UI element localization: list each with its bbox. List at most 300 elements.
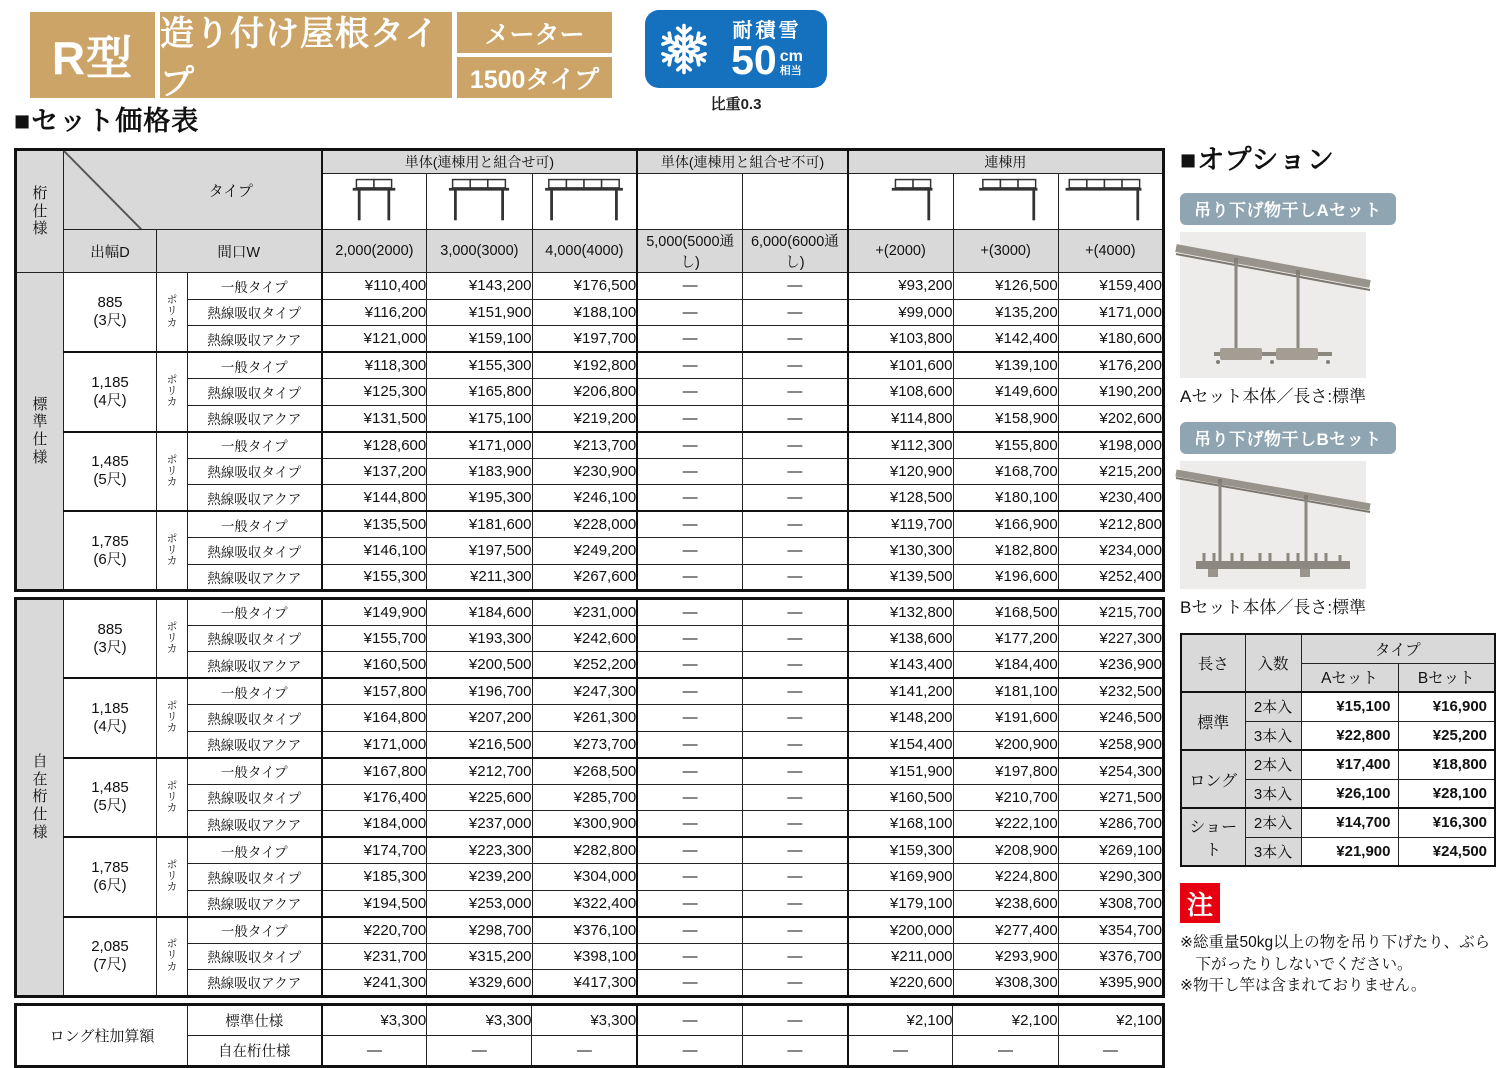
vertical-label: ポ リ カ bbox=[166, 938, 178, 973]
table-row bbox=[16, 564, 1164, 591]
price-cell: ¥151,900 bbox=[848, 758, 953, 785]
price-cell: ¥93,200 bbox=[848, 273, 953, 300]
price-cell: ¥200,500 bbox=[427, 652, 532, 679]
price-cell: ¥254,300 bbox=[1058, 758, 1163, 785]
b-set-price-cell: ¥16,900 bbox=[1398, 692, 1495, 721]
price-cell: ¥206,800 bbox=[532, 379, 637, 406]
empty-price-cell: — bbox=[637, 458, 742, 485]
diagram-cell-empty bbox=[637, 174, 742, 230]
set-type-header: Bセット bbox=[1398, 663, 1495, 692]
empty-price-cell: — bbox=[637, 432, 742, 459]
table-row bbox=[1181, 750, 1495, 779]
price-cell: ¥135,200 bbox=[953, 299, 1058, 326]
empty-price-cell: — bbox=[743, 917, 848, 944]
empty-price-cell: — bbox=[637, 784, 742, 811]
table-row bbox=[16, 758, 1164, 785]
price-cell: ¥215,700 bbox=[1058, 599, 1163, 626]
price-cell: ¥208,900 bbox=[953, 837, 1058, 864]
a-set-price-cell: ¥22,800 bbox=[1301, 721, 1398, 750]
price-cell: ¥151,900 bbox=[427, 299, 532, 326]
price-cell: ¥144,800 bbox=[322, 485, 427, 512]
price-cell: ¥128,600 bbox=[322, 432, 427, 459]
empty-price-cell: — bbox=[743, 458, 848, 485]
table-row bbox=[16, 511, 1164, 538]
qty-cell: 3本入 bbox=[1245, 779, 1301, 808]
price-cell: ¥298,700 bbox=[427, 917, 532, 944]
empty-price-cell: — bbox=[743, 299, 848, 326]
b-set-price-cell: ¥16,300 bbox=[1398, 808, 1495, 837]
table-row bbox=[16, 811, 1164, 838]
empty-price-cell: — bbox=[637, 1035, 742, 1066]
panel-type-cell: 熱線吸収タイプ bbox=[188, 299, 322, 326]
column-group-header: 単体(連棟用と組合せ不可) bbox=[637, 150, 848, 174]
empty-price-cell: — bbox=[743, 599, 848, 626]
price-cell: ¥143,400 bbox=[848, 652, 953, 679]
price-cell: ¥238,600 bbox=[953, 890, 1058, 917]
price-cell: ¥308,300 bbox=[953, 970, 1058, 997]
empty-price-cell: — bbox=[743, 625, 848, 652]
price-cell: ¥210,700 bbox=[953, 784, 1058, 811]
snow-load-equiv: 相当 bbox=[779, 65, 802, 78]
price-cell: ¥285,700 bbox=[532, 784, 637, 811]
b-set-price-cell: ¥25,200 bbox=[1398, 721, 1495, 750]
price-cell: ¥126,500 bbox=[953, 273, 1058, 300]
price-cell: ¥160,500 bbox=[322, 652, 427, 679]
depth-line: (6尺) bbox=[93, 550, 127, 568]
empty-price-cell: — bbox=[743, 511, 848, 538]
vertical-label: ポ リ カ bbox=[166, 700, 178, 735]
empty-price-cell: — bbox=[743, 943, 848, 970]
empty-price-cell: — bbox=[637, 379, 742, 406]
a-set-price-cell: ¥17,400 bbox=[1301, 750, 1398, 779]
panel-type-cell: 熱線吸収アクア bbox=[188, 731, 322, 758]
price-cell: ¥293,900 bbox=[953, 943, 1058, 970]
price-cell: ¥184,600 bbox=[427, 599, 532, 626]
price-cell: ¥253,000 bbox=[427, 890, 532, 917]
depth-line: 885 bbox=[97, 620, 123, 638]
price-cell: ¥166,900 bbox=[953, 511, 1058, 538]
price-cell: ¥143,200 bbox=[427, 273, 532, 300]
long-pillar-addition-table bbox=[14, 1003, 1165, 1068]
price-cell: ¥216,500 bbox=[427, 731, 532, 758]
depth-line: (4尺) bbox=[93, 717, 127, 735]
empty-price-cell: — bbox=[1058, 1035, 1163, 1066]
table-row bbox=[16, 864, 1164, 891]
price-cell: ¥219,200 bbox=[532, 405, 637, 432]
empty-price-cell: — bbox=[637, 758, 742, 785]
price-cell: ¥211,000 bbox=[848, 943, 953, 970]
price-cell: ¥282,800 bbox=[532, 837, 637, 864]
table-row bbox=[16, 784, 1164, 811]
type-corner-label: タイプ bbox=[208, 182, 253, 200]
table-row bbox=[16, 970, 1164, 997]
depth-cell bbox=[64, 758, 157, 838]
price-cell: ¥246,100 bbox=[532, 485, 637, 512]
diagram-cell bbox=[1058, 174, 1163, 230]
price-cell: ¥300,900 bbox=[532, 811, 637, 838]
price-cell: ¥120,900 bbox=[848, 458, 953, 485]
empty-price-cell: — bbox=[637, 837, 742, 864]
price-cell: ¥99,000 bbox=[848, 299, 953, 326]
poly-cell bbox=[157, 432, 188, 512]
empty-price-cell: — bbox=[637, 273, 742, 300]
length-header: 長さ bbox=[1181, 634, 1245, 692]
price-cell: ¥215,200 bbox=[1058, 458, 1163, 485]
empty-price-cell: — bbox=[637, 599, 742, 626]
empty-price-cell: — bbox=[427, 1035, 532, 1066]
empty-price-cell: — bbox=[637, 326, 742, 353]
panel-type-cell: 熱線吸収タイプ bbox=[188, 458, 322, 485]
a-set-price-cell: ¥21,900 bbox=[1301, 837, 1398, 866]
size-column-header: 2,000(2000) bbox=[322, 230, 427, 273]
single-unit-diagram-icon bbox=[326, 174, 422, 224]
table-row bbox=[16, 1004, 1164, 1035]
vertical-label: 自 在 桁 仕 様 bbox=[32, 752, 48, 841]
empty-price-cell: — bbox=[637, 652, 742, 679]
price-cell: ¥212,700 bbox=[427, 758, 532, 785]
panel-type-cell: 熱線吸収タイプ bbox=[188, 538, 322, 565]
depth-line: 2,085 bbox=[91, 938, 129, 955]
price-table-flex-girder bbox=[14, 597, 1165, 998]
price-cell: ¥114,800 bbox=[848, 405, 953, 432]
price-cell: ¥376,700 bbox=[1058, 943, 1163, 970]
section-label-cell bbox=[16, 599, 64, 997]
size-column-header: 5,000(5000通し) bbox=[637, 230, 742, 273]
meter-type-badge bbox=[457, 12, 612, 98]
diagram-cell bbox=[322, 174, 427, 230]
note-badge: 注 bbox=[1180, 883, 1220, 923]
price-cell: ¥212,800 bbox=[1058, 511, 1163, 538]
price-cell: ¥168,500 bbox=[953, 599, 1058, 626]
empty-price-cell: — bbox=[637, 352, 742, 379]
empty-price-cell: — bbox=[848, 1035, 953, 1066]
depth-line: 885 bbox=[97, 294, 123, 311]
price-cell: ¥2,100 bbox=[848, 1004, 953, 1035]
price-cell: ¥160,500 bbox=[848, 784, 953, 811]
empty-price-cell: — bbox=[637, 485, 742, 512]
empty-price-cell: — bbox=[742, 1035, 847, 1066]
empty-price-cell: — bbox=[322, 1035, 427, 1066]
depth-line: (6尺) bbox=[93, 876, 127, 894]
addition-label-cell: ロング柱加算額 bbox=[16, 1004, 188, 1066]
b-set-price-cell: ¥28,100 bbox=[1398, 779, 1495, 808]
roof-type-label: 造り付け屋根タイプ bbox=[160, 12, 452, 98]
option-b-badge: 吊り下げ物干しBセット bbox=[1180, 422, 1396, 454]
price-cell: ¥132,800 bbox=[848, 599, 953, 626]
vertical-label: ポ リ カ bbox=[166, 620, 178, 655]
options-sidebar bbox=[1180, 138, 1494, 997]
price-cell: ¥3,300 bbox=[427, 1004, 532, 1035]
empty-price-cell: — bbox=[637, 405, 742, 432]
price-cell: ¥138,600 bbox=[848, 625, 953, 652]
price-cell: ¥168,100 bbox=[848, 811, 953, 838]
depth-line: (3尺) bbox=[93, 312, 127, 329]
size-column-header: 4,000(4000) bbox=[532, 230, 637, 273]
panel-type-cell: 熱線吸収アクア bbox=[188, 811, 322, 838]
product-header bbox=[30, 12, 612, 102]
table-row bbox=[16, 837, 1164, 864]
price-cell: ¥395,900 bbox=[1058, 970, 1163, 997]
empty-price-cell: — bbox=[743, 705, 848, 732]
price-cell: ¥232,500 bbox=[1058, 678, 1163, 705]
price-cell: ¥258,900 bbox=[1058, 731, 1163, 758]
length-cell: ショート bbox=[1181, 808, 1245, 866]
table-row bbox=[16, 273, 1164, 300]
price-cell: ¥213,700 bbox=[532, 432, 637, 459]
price-cell: ¥242,600 bbox=[532, 625, 637, 652]
price-cell: ¥224,800 bbox=[953, 864, 1058, 891]
table-row bbox=[16, 432, 1164, 459]
price-cell: ¥230,900 bbox=[532, 458, 637, 485]
panel-type-cell: 一般タイプ bbox=[188, 599, 322, 626]
width-header: 間口W bbox=[157, 230, 322, 273]
empty-price-cell: — bbox=[637, 511, 742, 538]
price-cell: ¥277,400 bbox=[953, 917, 1058, 944]
empty-price-cell: — bbox=[743, 784, 848, 811]
depth-line: (7尺) bbox=[93, 956, 127, 973]
poly-cell bbox=[157, 273, 188, 353]
qty-header: 入数 bbox=[1245, 634, 1301, 692]
depth-cell bbox=[64, 599, 157, 679]
empty-price-cell: — bbox=[743, 273, 848, 300]
empty-price-cell: — bbox=[637, 538, 742, 565]
table-row bbox=[16, 625, 1164, 652]
price-cell: ¥230,400 bbox=[1058, 485, 1163, 512]
price-cell: ¥290,300 bbox=[1058, 864, 1163, 891]
panel-type-cell: 一般タイプ bbox=[188, 432, 322, 459]
price-cell: ¥180,100 bbox=[953, 485, 1058, 512]
price-table-title: ■セット価格表 bbox=[14, 106, 200, 136]
price-cell: ¥148,200 bbox=[848, 705, 953, 732]
table-row bbox=[16, 943, 1164, 970]
panel-type-cell: 熱線吸収アクア bbox=[188, 652, 322, 679]
price-cell: ¥308,700 bbox=[1058, 890, 1163, 917]
price-cell: ¥176,400 bbox=[322, 784, 427, 811]
price-cell: ¥181,600 bbox=[427, 511, 532, 538]
panel-type-cell: 熱線吸収アクア bbox=[188, 326, 322, 353]
diagram-cell bbox=[848, 174, 953, 230]
price-cell: ¥165,800 bbox=[427, 379, 532, 406]
empty-price-cell: — bbox=[637, 864, 742, 891]
vertical-label: 標 準 仕 様 bbox=[32, 395, 48, 466]
type-corner-header bbox=[64, 150, 322, 230]
size-column-header: 3,000(3000) bbox=[427, 230, 532, 273]
table-row bbox=[16, 731, 1164, 758]
empty-price-cell: — bbox=[742, 1004, 847, 1035]
price-cell: ¥184,400 bbox=[953, 652, 1058, 679]
price-cell: ¥249,200 bbox=[532, 538, 637, 565]
table-row bbox=[16, 678, 1164, 705]
table-row bbox=[16, 485, 1164, 512]
price-cell: ¥164,800 bbox=[322, 705, 427, 732]
price-cell: ¥110,400 bbox=[322, 273, 427, 300]
snowflake-icon bbox=[657, 20, 711, 78]
table-row bbox=[16, 917, 1164, 944]
empty-price-cell: — bbox=[743, 352, 848, 379]
poly-cell bbox=[157, 837, 188, 917]
b-set-price-cell: ¥24,500 bbox=[1398, 837, 1495, 866]
notes bbox=[1180, 932, 1494, 997]
length-cell: 標準 bbox=[1181, 692, 1245, 750]
depth-cell bbox=[64, 352, 157, 432]
vertical-label: ポ リ カ bbox=[166, 374, 178, 409]
price-cell: ¥192,800 bbox=[532, 352, 637, 379]
type-header: タイプ bbox=[1301, 634, 1495, 663]
panel-type-cell: 熱線吸収アクア bbox=[188, 564, 322, 591]
price-cell: ¥197,800 bbox=[953, 758, 1058, 785]
empty-price-cell: — bbox=[743, 731, 848, 758]
price-cell: ¥200,900 bbox=[953, 731, 1058, 758]
table-row bbox=[16, 458, 1164, 485]
price-table-standard bbox=[14, 148, 1165, 592]
depth-cell bbox=[64, 917, 157, 997]
empty-price-cell: — bbox=[637, 1004, 742, 1035]
price-cell: ¥194,500 bbox=[322, 890, 427, 917]
depth-line: (4尺) bbox=[93, 391, 127, 409]
price-cell: ¥261,300 bbox=[532, 705, 637, 732]
empty-price-cell: — bbox=[953, 1035, 1058, 1066]
price-cell: ¥196,700 bbox=[427, 678, 532, 705]
poly-cell bbox=[157, 599, 188, 679]
price-cell: ¥3,300 bbox=[532, 1004, 637, 1035]
table-row bbox=[16, 599, 1164, 626]
price-cell: ¥241,300 bbox=[322, 970, 427, 997]
vertical-label: ポ リ カ bbox=[166, 859, 178, 894]
depth-cell bbox=[64, 273, 157, 353]
price-cell: ¥174,700 bbox=[322, 837, 427, 864]
price-cell: ¥197,500 bbox=[427, 538, 532, 565]
table-row bbox=[1181, 692, 1495, 721]
price-cell: ¥130,300 bbox=[848, 538, 953, 565]
panel-type-cell: 熱線吸収タイプ bbox=[188, 784, 322, 811]
price-cell: ¥220,600 bbox=[848, 970, 953, 997]
option-item-a bbox=[1180, 193, 1494, 407]
price-cell: ¥196,600 bbox=[953, 564, 1058, 591]
price-cell: ¥137,200 bbox=[322, 458, 427, 485]
price-cell: ¥239,200 bbox=[427, 864, 532, 891]
price-cell: ¥329,600 bbox=[427, 970, 532, 997]
depth-line: 1,485 bbox=[91, 779, 129, 797]
empty-price-cell: — bbox=[637, 970, 742, 997]
qty-cell: 2本入 bbox=[1245, 692, 1301, 721]
price-cell: ¥131,500 bbox=[322, 405, 427, 432]
note-line: ※物干し竿は含まれておりません。 bbox=[1180, 977, 1427, 995]
column-group-header: 単体(連棟用と組合せ可) bbox=[322, 150, 638, 174]
price-cell: ¥139,500 bbox=[848, 564, 953, 591]
depth-line: 1,785 bbox=[91, 532, 129, 550]
price-cell: ¥417,300 bbox=[532, 970, 637, 997]
price-cell: ¥169,900 bbox=[848, 864, 953, 891]
price-cell: ¥398,100 bbox=[532, 943, 637, 970]
panel-type-cell: 熱線吸収タイプ bbox=[188, 625, 322, 652]
price-cell: ¥168,700 bbox=[953, 458, 1058, 485]
depth-line: 1,185 bbox=[91, 373, 129, 391]
empty-price-cell: — bbox=[743, 811, 848, 838]
price-cell: ¥159,100 bbox=[427, 326, 532, 353]
panel-type-cell: 熱線吸収タイプ bbox=[188, 864, 322, 891]
table-row bbox=[16, 405, 1164, 432]
price-cell: ¥2,100 bbox=[953, 1004, 1058, 1035]
price-cell: ¥141,200 bbox=[848, 678, 953, 705]
linked-unit-diagram-icon bbox=[1062, 174, 1158, 224]
vertical-label: ポ リ カ bbox=[166, 294, 178, 329]
panel-type-cell: 熱線吸収アクア bbox=[188, 890, 322, 917]
price-cell: ¥193,300 bbox=[427, 625, 532, 652]
price-cell: ¥223,300 bbox=[427, 837, 532, 864]
poly-cell bbox=[157, 678, 188, 758]
panel-type-cell: 一般タイプ bbox=[188, 511, 322, 538]
poly-cell bbox=[157, 352, 188, 432]
price-cell: ¥149,600 bbox=[953, 379, 1058, 406]
qty-cell: 2本入 bbox=[1245, 750, 1301, 779]
empty-price-cell: — bbox=[743, 678, 848, 705]
a-set-price-cell: ¥26,100 bbox=[1301, 779, 1398, 808]
note-line: ※総重量50kg以上の物を吊り下げたり、ぶら下がったりしないでください。 bbox=[1180, 934, 1491, 973]
price-cell: ¥202,600 bbox=[1058, 405, 1163, 432]
empty-price-cell: — bbox=[743, 432, 848, 459]
panel-type-cell: 一般タイプ bbox=[188, 758, 322, 785]
model-badge: R型 bbox=[30, 12, 155, 98]
price-cell: ¥182,800 bbox=[953, 538, 1058, 565]
price-cell: ¥118,300 bbox=[322, 352, 427, 379]
option-price-table bbox=[1180, 633, 1496, 867]
empty-price-cell: — bbox=[743, 326, 848, 353]
price-cell: ¥142,400 bbox=[953, 326, 1058, 353]
price-cell: ¥128,500 bbox=[848, 485, 953, 512]
empty-price-cell: — bbox=[743, 379, 848, 406]
panel-type-cell: 一般タイプ bbox=[188, 273, 322, 300]
empty-price-cell: — bbox=[532, 1035, 637, 1066]
price-cell: ¥167,800 bbox=[322, 758, 427, 785]
empty-price-cell: — bbox=[743, 970, 848, 997]
price-cell: ¥211,300 bbox=[427, 564, 532, 591]
depth-line: (3尺) bbox=[93, 638, 127, 656]
price-cell: ¥159,400 bbox=[1058, 273, 1163, 300]
price-cell: ¥177,200 bbox=[953, 625, 1058, 652]
table-row bbox=[16, 326, 1164, 353]
price-cell: ¥267,600 bbox=[532, 564, 637, 591]
price-cell: ¥198,000 bbox=[1058, 432, 1163, 459]
price-cell: ¥121,000 bbox=[322, 326, 427, 353]
price-cell: ¥228,000 bbox=[532, 511, 637, 538]
panel-type-cell: 熱線吸収アクア bbox=[188, 485, 322, 512]
option-item-b bbox=[1180, 422, 1494, 618]
size-column-header: +(3000) bbox=[953, 230, 1058, 273]
single-unit-diagram-icon bbox=[536, 174, 632, 224]
price-cell: ¥159,300 bbox=[848, 837, 953, 864]
price-cell: ¥268,500 bbox=[532, 758, 637, 785]
price-cell: ¥271,500 bbox=[1058, 784, 1163, 811]
price-cell: ¥183,900 bbox=[427, 458, 532, 485]
depth-cell bbox=[64, 837, 157, 917]
panel-type-cell: 一般タイプ bbox=[188, 837, 322, 864]
depth-line: (5尺) bbox=[93, 797, 127, 815]
panel-type-cell: 熱線吸収タイプ bbox=[188, 379, 322, 406]
empty-price-cell: — bbox=[637, 890, 742, 917]
price-cell: ¥175,100 bbox=[427, 405, 532, 432]
empty-price-cell: — bbox=[743, 652, 848, 679]
linked-unit-diagram-icon bbox=[958, 174, 1054, 224]
price-cell: ¥195,300 bbox=[427, 485, 532, 512]
price-cell: ¥190,200 bbox=[1058, 379, 1163, 406]
price-cell: ¥2,100 bbox=[1058, 1004, 1163, 1035]
meter-label: メーター bbox=[457, 12, 612, 53]
single-unit-diagram-icon bbox=[431, 174, 527, 224]
snow-load-text bbox=[717, 19, 817, 83]
price-cell: ¥179,100 bbox=[848, 890, 953, 917]
depth-cell bbox=[64, 432, 157, 512]
qty-cell: 2本入 bbox=[1245, 808, 1301, 837]
